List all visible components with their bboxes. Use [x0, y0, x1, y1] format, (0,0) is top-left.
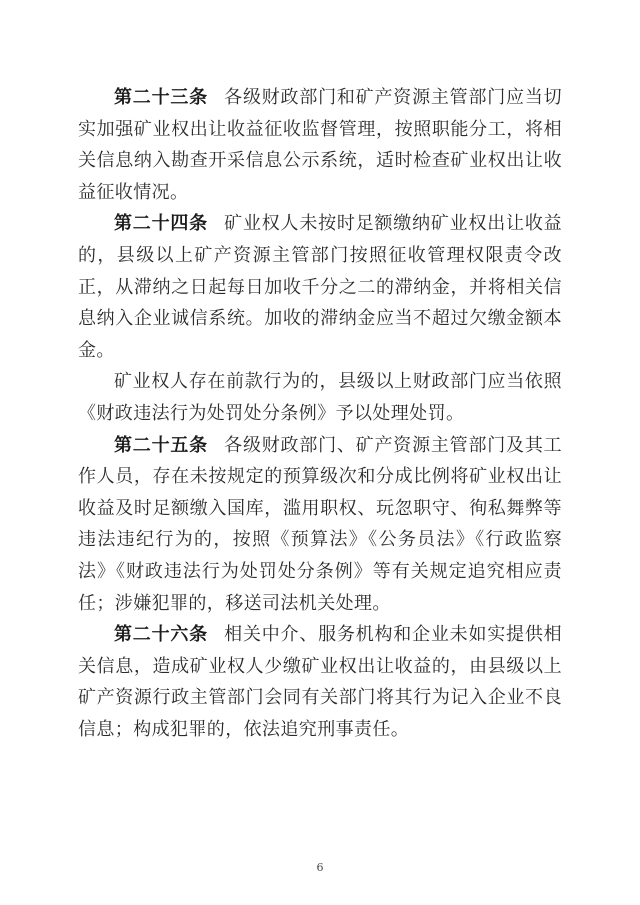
article-text: 各级财政部门和矿产资源主管部门应当切实加强矿业权出让收益征收监督管理，按照职能分工，将相关信息纳入勘查开采信息公示系统，适时检查矿业权出让收益征收情况。 — [78, 87, 563, 203]
article-text: 各级财政部门、矿产资源主管部门及其工作人员，存在未按规定的预算级次和分成比例将矿业权出让收益及时足额缴入国库，滥用职权、玩忽职守、徇私舞弊等违法违纪行为的，按照《预算法》《公务员法》《行政监察法》《财政违法行为处罚处分条例》等有关规定追究相应责任；涉嫌犯罪的，移送司法机关处理。 — [78, 434, 563, 614]
article-text: 相关中介、服务机构和企业未如实提供相关信息，造成矿业权人少缴矿业权出让收益的，由县级以上矿产资源行政主管部门会同有关部门将其行为记入企业不良信息；构成犯罪的，依法追究刑事责任。 — [78, 624, 563, 740]
article-heading: 第二十五条 — [114, 434, 208, 456]
article-text: 矿业权人未按时足额缴纳矿业权出让收益的，县级以上矿产资源主管部门按照征收管理权限责令改正，从滞纳之日起每日加收千分之二的滞纳金，并将相关信息纳入企业诚信系统。加收的滞纳金应当不超过欠缴金额本金。 — [78, 213, 563, 361]
document-body — [78, 82, 562, 745]
article-heading: 第二十三条 — [114, 87, 208, 108]
article-24 — [78, 208, 562, 366]
article-heading: 第二十六条 — [114, 624, 208, 646]
article-heading: 第二十四条 — [114, 213, 208, 235]
article-23 — [78, 82, 562, 208]
article-25 — [78, 430, 562, 620]
article-text: 矿业权人存在前款行为的，县级以上财政部门应当依照《财政违法行为处罚处分条例》予以处理处罚。 — [78, 371, 562, 424]
article-24-paragraph-2 — [78, 366, 562, 429]
page-number: 6 — [316, 861, 324, 874]
article-26 — [78, 619, 562, 745]
